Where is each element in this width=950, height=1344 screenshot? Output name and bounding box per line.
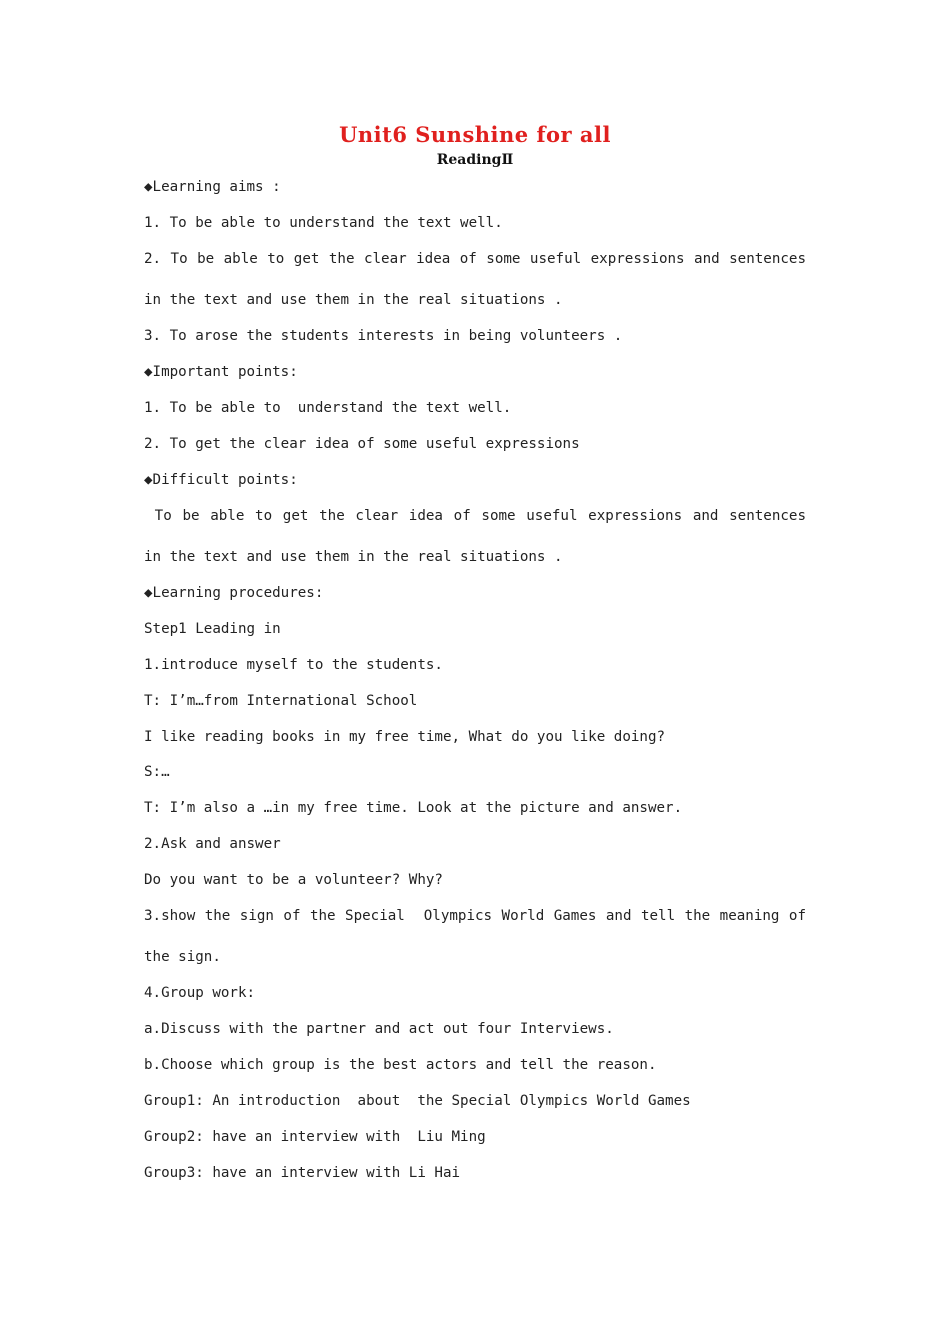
step-heading: Step1 Leading in — [144, 621, 281, 637]
section-heading-important-points: ◆Important points: — [144, 364, 298, 380]
dialogue-line-teacher-3: T: I’m also a …in my free time. Look at the picture and answer. — [144, 800, 683, 816]
group-work-item-a: a.Discuss with the partner and act out four Interviews. — [144, 1021, 614, 1037]
dialogue-line-teacher-1: T: I’m…from International School — [144, 693, 418, 709]
group-2-task: Group2: have an interview with Liu Ming — [144, 1129, 486, 1145]
section-heading-learning-aims: ◆Learning aims : — [144, 179, 281, 195]
aim-item-2-continued: in the text and use them in the real situations . — [144, 292, 563, 308]
page-subtitle: ReadingⅡ — [436, 152, 514, 168]
important-point-2: 2. To get the clear idea of some useful expressions — [144, 436, 580, 452]
group-3-task: Group3: have an interview with Li Hai — [144, 1165, 461, 1181]
procedure-item-1: 1.introduce myself to the students. — [144, 657, 443, 673]
difficult-point-text-continued: in the text and use them in the real situations . — [144, 549, 563, 565]
important-point-1: 1. To be able to understand the text well. — [144, 400, 512, 416]
section-heading-learning-procedures: ◆Learning procedures: — [144, 585, 324, 601]
procedure-item-3: 3.show the sign of the Special Olympics World Games and tell the meaning of — [144, 908, 806, 924]
aim-item-2: 2. To be able to get the clear idea of some useful expressions and sentences — [144, 251, 806, 267]
aim-item-1: 1. To be able to understand the text well. — [144, 215, 503, 231]
section-heading-difficult-points: ◆Difficult points: — [144, 472, 298, 488]
group-work-item-b: b.Choose which group is the best actors and tell the reason. — [144, 1057, 657, 1073]
difficult-point-text: To be able to get the clear idea of some useful expressions and sentences — [144, 508, 806, 524]
dialogue-line-student: S:… — [144, 764, 170, 780]
dialogue-line-teacher-2: I like reading books in my free time, What do you like doing? — [144, 729, 666, 745]
aim-item-3: 3. To arose the students interests in being volunteers . — [144, 328, 623, 344]
group-1-task: Group1: An introduction about the Special Olympics World Games — [144, 1093, 691, 1109]
procedure-item-4: 4.Group work: — [144, 985, 256, 1001]
page-title: Unit6 Sunshine for all — [339, 122, 611, 147]
procedure-item-3-continued: the sign. — [144, 949, 221, 965]
procedure-item-2: 2.Ask and answer — [144, 836, 281, 852]
question-line: Do you want to be a volunteer? Why? — [144, 872, 443, 888]
